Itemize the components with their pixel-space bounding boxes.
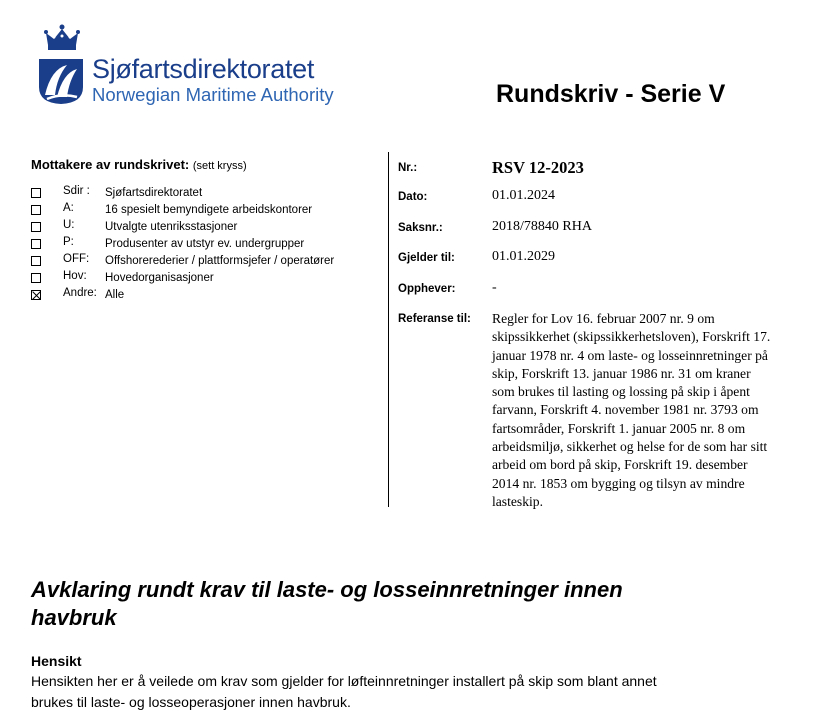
column-divider bbox=[388, 152, 389, 507]
recipients-list bbox=[31, 185, 381, 304]
referanse-line: januar 1978 nr. 4 om laste- og losseinnretninger på bbox=[492, 347, 768, 363]
recipient-code: Hov: bbox=[63, 270, 87, 282]
crown-icon bbox=[44, 24, 80, 54]
recipient-label: 16 spesielt bemyndigete arbeidskontorer bbox=[105, 204, 313, 216]
recipient-label: Offshorerederier / plattformsjefer / operatører bbox=[105, 255, 335, 267]
recipient-code: P: bbox=[63, 236, 74, 248]
referanse-line: farvann, Forskrift 4. november 1981 nr. 3793 om bbox=[492, 402, 759, 418]
referanse-line: lasteskip. bbox=[492, 493, 543, 509]
recipient-checkbox[interactable] bbox=[31, 256, 41, 266]
referanse-line: Regler for Lov 16. februar 2007 nr. 9 om bbox=[492, 311, 715, 326]
recipients-title bbox=[31, 157, 247, 172]
recipient-row bbox=[31, 287, 381, 304]
meta-dato-value: 01.01.2024 bbox=[492, 188, 555, 203]
recipient-row bbox=[31, 202, 381, 219]
recipient-checkbox[interactable] bbox=[31, 273, 41, 283]
section-body-line: brukes til laste- og losseoperasjoner innen havbruk. bbox=[31, 694, 351, 710]
referanse-line: 2014 nr. 1853 om bygging og tilsyn av mindre bbox=[492, 475, 745, 491]
referanse-line: arbeidsmiljø, sikkerhet og helse for de som har sitt bbox=[492, 439, 768, 455]
section-body bbox=[31, 671, 791, 713]
series-title: Rundskriv - Serie V bbox=[496, 80, 726, 108]
meta-saksnr-label: Saksnr.: bbox=[398, 222, 443, 234]
document-title-line: havbruk bbox=[31, 605, 117, 630]
referanse-line: arbeid om bord på skip, Forskrift 19. desember bbox=[492, 457, 748, 473]
document-title bbox=[31, 576, 731, 632]
org-name-en: Norwegian Maritime Authority bbox=[92, 84, 334, 105]
referanse-line: fartsområder, Forskrift 1. januar 2005 nr. 8 om bbox=[492, 420, 746, 436]
recipient-row bbox=[31, 253, 381, 270]
meta-opphever-label: Opphever: bbox=[398, 283, 456, 295]
recipient-row bbox=[31, 236, 381, 253]
recipient-code: A: bbox=[63, 202, 74, 214]
org-brand bbox=[92, 54, 334, 106]
recipient-code: U: bbox=[63, 219, 75, 231]
section-body-line: Hensikten her er å veilede om krav som gjelder for løfteinnretninger installert på skip som blant annet bbox=[31, 673, 657, 689]
meta-dato-label: Dato: bbox=[398, 191, 428, 203]
recipient-checkbox[interactable] bbox=[31, 188, 41, 198]
recipient-label: Sjøfartsdirektoratet bbox=[105, 187, 203, 199]
recipient-row bbox=[31, 219, 381, 236]
wave-emblem-icon bbox=[37, 57, 85, 105]
meta-nr-value: RSV 12-2023 bbox=[492, 158, 584, 177]
recipient-label: Hovedorganisasjoner bbox=[105, 272, 214, 284]
referanse-line: som brukes til lasting og lossing på skip i åpent bbox=[492, 384, 750, 400]
recipient-row bbox=[31, 270, 381, 287]
meta-referanse-label: Referanse til: bbox=[398, 313, 471, 325]
meta-gjelder-label: Gjelder til: bbox=[398, 252, 455, 264]
meta-nr-label: Nr.: bbox=[398, 162, 418, 174]
recipient-checkbox-checked[interactable] bbox=[31, 290, 41, 300]
recipient-checkbox[interactable] bbox=[31, 205, 41, 215]
meta-referanse-value bbox=[492, 310, 812, 511]
recipient-label: Alle bbox=[105, 289, 125, 301]
recipient-label: Utvalgte utenriksstasjoner bbox=[105, 221, 238, 233]
recipient-checkbox[interactable] bbox=[31, 222, 41, 232]
recipients-hint: (sett kryss) bbox=[192, 160, 247, 172]
recipient-code: Sdir : bbox=[63, 185, 90, 197]
recipient-code: Andre: bbox=[63, 287, 97, 299]
org-logo bbox=[36, 24, 346, 106]
referanse-line: skip, Forskrift 13. januar 1986 nr. 31 om kraner bbox=[492, 365, 751, 381]
section-heading: Hensikt bbox=[31, 653, 82, 669]
meta-saksnr-value: 2018/78840 RHA bbox=[492, 219, 592, 234]
recipient-code: OFF: bbox=[63, 253, 90, 265]
meta-opphever-value: - bbox=[492, 280, 497, 295]
referanse-line: skipssikkerhet (skipssikkerhetsloven), Forskrift 17. bbox=[492, 329, 771, 345]
recipient-label: Produsenter av utstyr ev. undergrupper bbox=[105, 238, 305, 250]
recipient-row bbox=[31, 185, 381, 202]
document-title-line: Avklaring rundt krav til laste- og losseinnretninger innen bbox=[31, 577, 623, 602]
org-name-no: Sjøfartsdirektoratet bbox=[92, 54, 315, 84]
meta-gjelder-value: 01.01.2029 bbox=[492, 249, 555, 264]
recipients-title-text: Mottakere av rundskrivet: bbox=[31, 157, 190, 172]
recipient-checkbox[interactable] bbox=[31, 239, 41, 249]
